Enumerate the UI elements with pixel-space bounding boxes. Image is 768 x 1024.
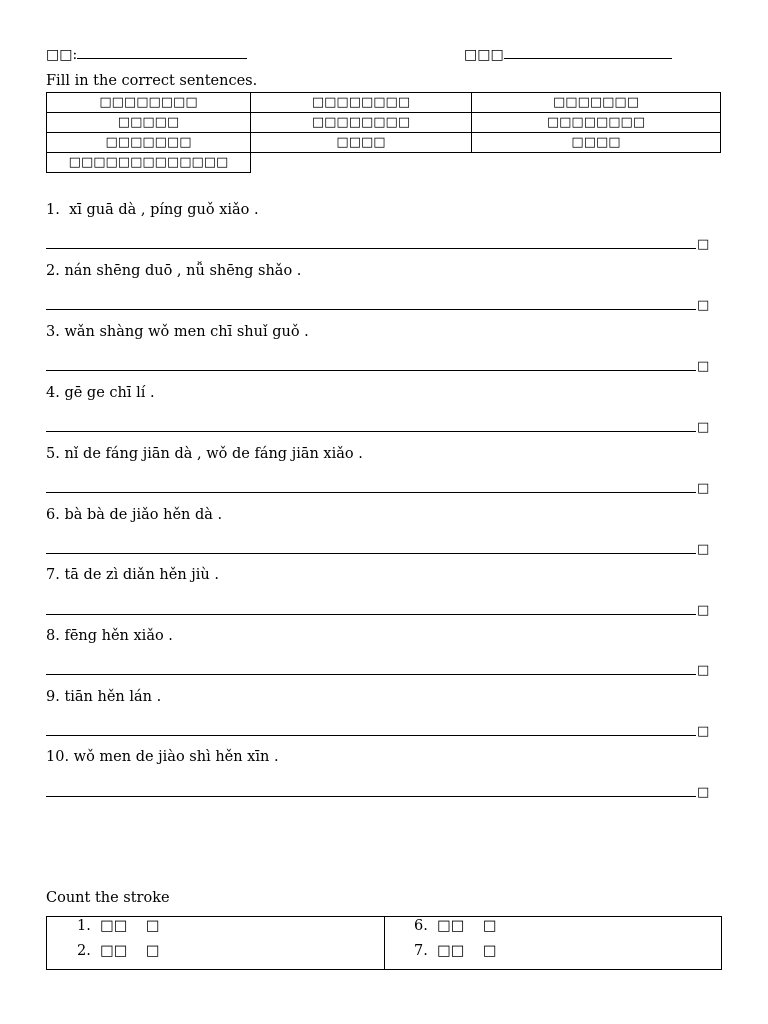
word-bank-cell: □□□□□□□ — [47, 133, 251, 153]
answer-line-5[interactable]: □ — [46, 481, 706, 499]
stroke-item-7[interactable]: 7. □□ □ — [414, 943, 497, 959]
instruction: Fill in the correct sentences. — [46, 73, 258, 89]
answer-line-2[interactable]: □ — [46, 298, 706, 316]
word-bank-cell: □□□□□□□□ — [472, 113, 721, 133]
answer-line-1[interactable]: □ — [46, 237, 706, 255]
stroke-divider — [384, 917, 385, 969]
answer-line-3[interactable]: □ — [46, 359, 706, 377]
answer-line-9[interactable]: □ — [46, 724, 706, 742]
question-3: 3. wǎn shàng wǒ men chī shuǐ guǒ . — [46, 324, 309, 340]
answer-line-6[interactable]: □ — [46, 542, 706, 560]
word-bank-cell: □□□□□□□□ — [47, 93, 251, 113]
word-bank-cell: □□□□□□□ — [472, 93, 721, 113]
stroke-item-2[interactable]: 2. □□ □ — [77, 943, 160, 959]
class-field[interactable] — [464, 44, 672, 63]
question-10: 10. wǒ men de jiào shì hěn xīn . — [46, 749, 279, 765]
word-bank-cell: □□□□□□□□□□□□□ — [47, 153, 251, 173]
word-bank-cell: □□□□□ — [47, 113, 251, 133]
question-2: 2. nán shēng duō , nǚ shēng shǎo . — [46, 263, 302, 279]
stroke-item-6[interactable]: 6. □□ □ — [414, 918, 497, 934]
answer-line-4[interactable]: □ — [46, 420, 706, 438]
empty-cell — [472, 153, 721, 173]
class-blank[interactable] — [504, 44, 672, 59]
question-6: 6. bà bà de jiǎo hěn dà . — [46, 507, 223, 523]
word-bank-cell: □□□□□□□□ — [251, 93, 472, 113]
name-field[interactable] — [46, 44, 247, 63]
answer-line-7[interactable]: □ — [46, 603, 706, 621]
word-bank-cell: □□□□ — [251, 133, 472, 153]
empty-cell — [251, 153, 472, 173]
word-bank-cell: □□□□□□□□ — [251, 113, 472, 133]
question-4: 4. gē ge chī lí . — [46, 385, 155, 401]
question-7: 7. tā de zì diǎn hěn jiù . — [46, 567, 219, 583]
question-9: 9. tiān hěn lán . — [46, 689, 162, 705]
stroke-item-1[interactable]: 1. □□ □ — [77, 918, 160, 934]
stroke-section-title: Count the stroke — [46, 890, 170, 906]
answer-line-8[interactable]: □ — [46, 663, 706, 681]
word-bank-cell: □□□□ — [472, 133, 721, 153]
name-label: □□: — [46, 47, 78, 63]
question-5: 5. nǐ de fáng jiān dà , wǒ de fáng jiān xiǎo . — [46, 446, 363, 462]
answer-line-10[interactable]: □ — [46, 785, 706, 803]
question-8: 8. fēng hěn xiǎo . — [46, 628, 173, 644]
name-blank[interactable] — [77, 44, 247, 59]
stroke-table — [46, 916, 722, 970]
question-1: 1. xī guā dà , píng guǒ xiǎo . — [46, 202, 259, 218]
word-bank-table — [46, 92, 721, 173]
class-label: □□□ — [464, 47, 504, 63]
